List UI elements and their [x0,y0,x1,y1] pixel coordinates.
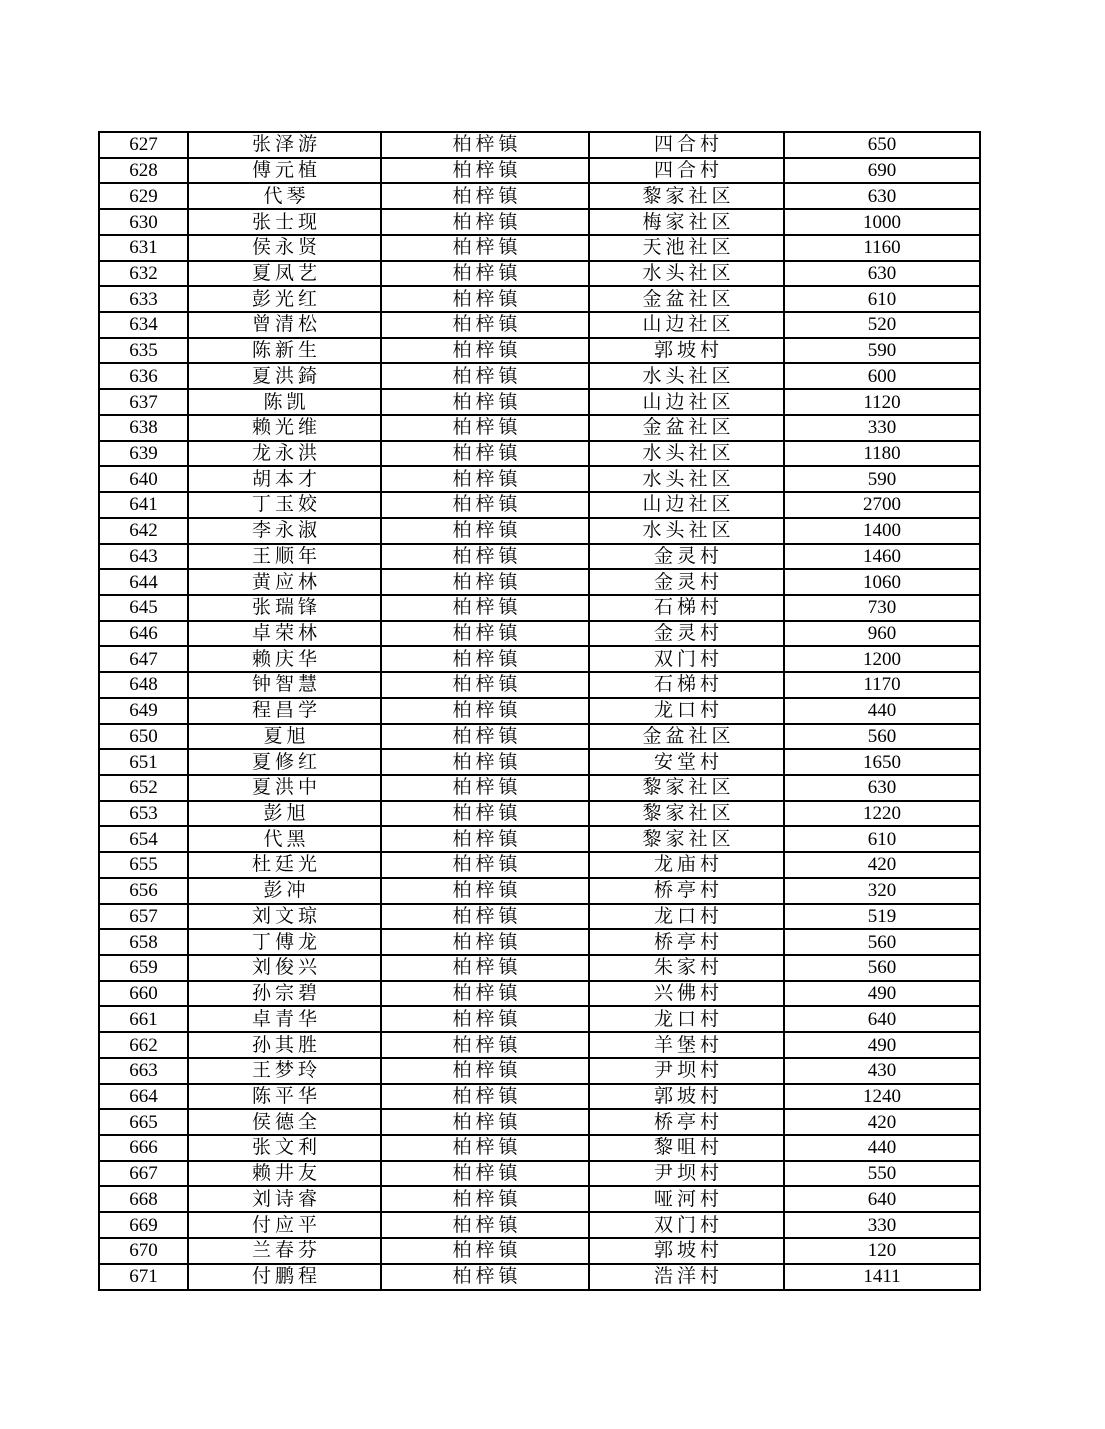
table-row [99,775,980,801]
cell-person-name: 钟智慧 [188,672,381,698]
cell-person-name: 陈新生 [188,338,381,364]
cell-amount-value: 630 [784,261,980,287]
cell-person-name: 代黑 [188,826,381,852]
cell-person-name: 付应平 [188,1212,381,1238]
cell-person-name: 傅元植 [188,158,381,184]
table-row [99,389,980,415]
table-row [99,235,980,261]
cell-town-name: 柏梓镇 [381,183,589,209]
cell-village-name: 山边社区 [589,492,784,518]
cell-amount-value: 550 [784,1161,980,1187]
cell-town-name: 柏梓镇 [381,801,589,827]
table-row [99,826,980,852]
cell-village-name: 黎家社区 [589,183,784,209]
cell-village-name: 石梯村 [589,595,784,621]
cell-person-name: 刘俊兴 [188,955,381,981]
table-row [99,1212,980,1238]
cell-serial-number: 640 [99,466,188,492]
cell-serial-number: 628 [99,158,188,184]
table-row [99,209,980,235]
cell-person-name: 王梦玲 [188,1058,381,1084]
table-row [99,1186,980,1212]
cell-village-name: 四合村 [589,158,784,184]
cell-town-name: 柏梓镇 [381,235,589,261]
table-row [99,981,980,1007]
cell-person-name: 陈平华 [188,1084,381,1110]
cell-person-name: 黄应林 [188,569,381,595]
cell-town-name: 柏梓镇 [381,1006,589,1032]
cell-serial-number: 639 [99,441,188,467]
cell-serial-number: 636 [99,363,188,389]
cell-serial-number: 633 [99,286,188,312]
table-row [99,569,980,595]
cell-town-name: 柏梓镇 [381,209,589,235]
table-row [99,441,980,467]
cell-village-name: 桥亭村 [589,929,784,955]
cell-village-name: 郭坡村 [589,338,784,364]
cell-village-name: 兴佛村 [589,981,784,1007]
cell-amount-value: 690 [784,158,980,184]
cell-village-name: 水头社区 [589,466,784,492]
cell-person-name: 彭光红 [188,286,381,312]
cell-amount-value: 1180 [784,441,980,467]
cell-village-name: 龙口村 [589,904,784,930]
cell-town-name: 柏梓镇 [381,878,589,904]
table-row [99,492,980,518]
cell-village-name: 水头社区 [589,261,784,287]
cell-amount-value: 1220 [784,801,980,827]
cell-serial-number: 635 [99,338,188,364]
cell-serial-number: 631 [99,235,188,261]
cell-person-name: 曾清松 [188,312,381,338]
cell-person-name: 陈凯 [188,389,381,415]
cell-amount-value: 610 [784,286,980,312]
table-row [99,1084,980,1110]
table-row [99,363,980,389]
cell-serial-number: 644 [99,569,188,595]
cell-village-name: 桥亭村 [589,1109,784,1135]
cell-amount-value: 1460 [784,544,980,570]
cell-person-name: 丁玉姣 [188,492,381,518]
cell-town-name: 柏梓镇 [381,544,589,570]
cell-town-name: 柏梓镇 [381,698,589,724]
cell-serial-number: 642 [99,518,188,544]
cell-amount-value: 1200 [784,646,980,672]
table-row [99,724,980,750]
table-row [99,544,980,570]
cell-person-name: 张泽游 [188,132,381,158]
cell-serial-number: 664 [99,1084,188,1110]
cell-village-name: 郭坡村 [589,1238,784,1264]
cell-person-name: 胡本才 [188,466,381,492]
cell-town-name: 柏梓镇 [381,1161,589,1187]
cell-serial-number: 656 [99,878,188,904]
cell-serial-number: 658 [99,929,188,955]
table-row [99,698,980,724]
cell-amount-value: 330 [784,415,980,441]
cell-serial-number: 638 [99,415,188,441]
cell-town-name: 柏梓镇 [381,1084,589,1110]
cell-person-name: 赖井友 [188,1161,381,1187]
cell-serial-number: 669 [99,1212,188,1238]
cell-serial-number: 667 [99,1161,188,1187]
cell-village-name: 水头社区 [589,441,784,467]
table-row [99,749,980,775]
table-row [99,1238,980,1264]
cell-amount-value: 490 [784,1032,980,1058]
cell-person-name: 彭冲 [188,878,381,904]
cell-serial-number: 666 [99,1135,188,1161]
cell-amount-value: 960 [784,621,980,647]
cell-amount-value: 440 [784,698,980,724]
cell-village-name: 金盆社区 [589,415,784,441]
cell-town-name: 柏梓镇 [381,749,589,775]
cell-amount-value: 1000 [784,209,980,235]
cell-amount-value: 650 [784,132,980,158]
cell-serial-number: 663 [99,1058,188,1084]
cell-person-name: 赖光维 [188,415,381,441]
cell-village-name: 龙口村 [589,698,784,724]
cell-amount-value: 560 [784,929,980,955]
cell-town-name: 柏梓镇 [381,1186,589,1212]
table-row [99,158,980,184]
cell-amount-value: 640 [784,1186,980,1212]
roster-table-body [99,132,980,1290]
cell-person-name: 夏洪錡 [188,363,381,389]
cell-serial-number: 668 [99,1186,188,1212]
cell-amount-value: 519 [784,904,980,930]
cell-amount-value: 120 [784,1238,980,1264]
cell-village-name: 安堂村 [589,749,784,775]
cell-amount-value: 420 [784,852,980,878]
cell-town-name: 柏梓镇 [381,826,589,852]
cell-village-name: 黎家社区 [589,801,784,827]
cell-amount-value: 1060 [784,569,980,595]
cell-person-name: 彭旭 [188,801,381,827]
table-row [99,929,980,955]
cell-amount-value: 630 [784,183,980,209]
table-row [99,1058,980,1084]
cell-village-name: 桥亭村 [589,878,784,904]
cell-village-name: 水头社区 [589,518,784,544]
cell-serial-number: 634 [99,312,188,338]
table-row [99,1135,980,1161]
cell-village-name: 金灵村 [589,569,784,595]
cell-person-name: 张瑞锋 [188,595,381,621]
cell-town-name: 柏梓镇 [381,955,589,981]
table-row [99,672,980,698]
cell-amount-value: 1240 [784,1084,980,1110]
cell-serial-number: 655 [99,852,188,878]
cell-serial-number: 630 [99,209,188,235]
cell-serial-number: 645 [99,595,188,621]
cell-town-name: 柏梓镇 [381,981,589,1007]
cell-person-name: 卓青华 [188,1006,381,1032]
cell-serial-number: 670 [99,1238,188,1264]
cell-person-name: 王顺年 [188,544,381,570]
cell-town-name: 柏梓镇 [381,1264,589,1290]
cell-town-name: 柏梓镇 [381,1212,589,1238]
cell-amount-value: 590 [784,466,980,492]
cell-serial-number: 671 [99,1264,188,1290]
table-row [99,852,980,878]
cell-town-name: 柏梓镇 [381,492,589,518]
roster-table [98,131,981,1291]
cell-amount-value: 560 [784,955,980,981]
cell-serial-number: 641 [99,492,188,518]
table-row [99,1109,980,1135]
cell-town-name: 柏梓镇 [381,1238,589,1264]
cell-amount-value: 630 [784,775,980,801]
cell-serial-number: 627 [99,132,188,158]
cell-village-name: 金盆社区 [589,724,784,750]
cell-serial-number: 648 [99,672,188,698]
cell-person-name: 丁傅龙 [188,929,381,955]
cell-village-name: 黎咀村 [589,1135,784,1161]
table-row [99,955,980,981]
cell-person-name: 刘文琼 [188,904,381,930]
cell-serial-number: 647 [99,646,188,672]
table-row [99,312,980,338]
cell-person-name: 李永淑 [188,518,381,544]
cell-person-name: 兰春芬 [188,1238,381,1264]
cell-person-name: 杜廷光 [188,852,381,878]
cell-person-name: 侯永贤 [188,235,381,261]
cell-amount-value: 2700 [784,492,980,518]
cell-town-name: 柏梓镇 [381,595,589,621]
cell-serial-number: 662 [99,1032,188,1058]
cell-serial-number: 649 [99,698,188,724]
cell-village-name: 郭坡村 [589,1084,784,1110]
cell-village-name: 金盆社区 [589,286,784,312]
table-row [99,1264,980,1290]
cell-town-name: 柏梓镇 [381,261,589,287]
table-row [99,878,980,904]
cell-village-name: 天池社区 [589,235,784,261]
cell-town-name: 柏梓镇 [381,338,589,364]
cell-person-name: 孙其胜 [188,1032,381,1058]
cell-person-name: 夏洪中 [188,775,381,801]
cell-serial-number: 652 [99,775,188,801]
cell-town-name: 柏梓镇 [381,466,589,492]
cell-amount-value: 730 [784,595,980,621]
cell-serial-number: 651 [99,749,188,775]
cell-serial-number: 661 [99,1006,188,1032]
cell-amount-value: 490 [784,981,980,1007]
cell-town-name: 柏梓镇 [381,441,589,467]
table-row [99,338,980,364]
cell-town-name: 柏梓镇 [381,904,589,930]
cell-serial-number: 653 [99,801,188,827]
table-row [99,518,980,544]
cell-person-name: 程昌学 [188,698,381,724]
cell-village-name: 双门村 [589,646,784,672]
cell-village-name: 哑河村 [589,1186,784,1212]
cell-amount-value: 320 [784,878,980,904]
cell-town-name: 柏梓镇 [381,569,589,595]
cell-person-name: 刘诗睿 [188,1186,381,1212]
cell-village-name: 龙庙村 [589,852,784,878]
cell-person-name: 龙永洪 [188,441,381,467]
cell-village-name: 黎家社区 [589,826,784,852]
table-row [99,1006,980,1032]
cell-person-name: 孙宗碧 [188,981,381,1007]
cell-serial-number: 654 [99,826,188,852]
cell-town-name: 柏梓镇 [381,415,589,441]
table-row [99,904,980,930]
cell-village-name: 龙口村 [589,1006,784,1032]
cell-village-name: 尹坝村 [589,1161,784,1187]
cell-serial-number: 650 [99,724,188,750]
cell-town-name: 柏梓镇 [381,518,589,544]
cell-person-name: 付鹏程 [188,1264,381,1290]
cell-town-name: 柏梓镇 [381,1032,589,1058]
cell-village-name: 双门村 [589,1212,784,1238]
cell-village-name: 金灵村 [589,621,784,647]
cell-amount-value: 1170 [784,672,980,698]
table-row [99,466,980,492]
cell-town-name: 柏梓镇 [381,1058,589,1084]
cell-town-name: 柏梓镇 [381,312,589,338]
cell-serial-number: 629 [99,183,188,209]
table-row [99,132,980,158]
cell-serial-number: 665 [99,1109,188,1135]
cell-person-name: 赖庆华 [188,646,381,672]
table-row [99,595,980,621]
cell-village-name: 山边社区 [589,389,784,415]
table-row [99,415,980,441]
cell-person-name: 侯德全 [188,1109,381,1135]
cell-village-name: 尹坝村 [589,1058,784,1084]
cell-amount-value: 1411 [784,1264,980,1290]
cell-village-name: 梅家社区 [589,209,784,235]
table-row [99,1032,980,1058]
cell-village-name: 黎家社区 [589,775,784,801]
cell-town-name: 柏梓镇 [381,852,589,878]
cell-serial-number: 632 [99,261,188,287]
cell-person-name: 夏凤艺 [188,261,381,287]
cell-town-name: 柏梓镇 [381,286,589,312]
table-row [99,646,980,672]
table-row [99,183,980,209]
cell-village-name: 四合村 [589,132,784,158]
cell-person-name: 卓荣林 [188,621,381,647]
cell-amount-value: 1400 [784,518,980,544]
cell-town-name: 柏梓镇 [381,929,589,955]
cell-town-name: 柏梓镇 [381,672,589,698]
cell-village-name: 浩洋村 [589,1264,784,1290]
cell-amount-value: 330 [784,1212,980,1238]
table-row [99,801,980,827]
cell-serial-number: 660 [99,981,188,1007]
cell-person-name: 张士现 [188,209,381,235]
cell-amount-value: 1650 [784,749,980,775]
cell-town-name: 柏梓镇 [381,724,589,750]
cell-village-name: 金灵村 [589,544,784,570]
table-row [99,621,980,647]
table-row [99,261,980,287]
cell-town-name: 柏梓镇 [381,775,589,801]
cell-amount-value: 610 [784,826,980,852]
cell-serial-number: 659 [99,955,188,981]
cell-town-name: 柏梓镇 [381,389,589,415]
cell-serial-number: 657 [99,904,188,930]
cell-person-name: 夏旭 [188,724,381,750]
cell-serial-number: 643 [99,544,188,570]
cell-town-name: 柏梓镇 [381,646,589,672]
cell-amount-value: 590 [784,338,980,364]
cell-person-name: 张文利 [188,1135,381,1161]
cell-amount-value: 440 [784,1135,980,1161]
cell-village-name: 石梯村 [589,672,784,698]
cell-serial-number: 646 [99,621,188,647]
cell-amount-value: 600 [784,363,980,389]
cell-village-name: 羊堡村 [589,1032,784,1058]
cell-amount-value: 560 [784,724,980,750]
table-row [99,1161,980,1187]
cell-serial-number: 637 [99,389,188,415]
cell-village-name: 朱家村 [589,955,784,981]
cell-town-name: 柏梓镇 [381,363,589,389]
cell-town-name: 柏梓镇 [381,158,589,184]
cell-town-name: 柏梓镇 [381,621,589,647]
cell-amount-value: 640 [784,1006,980,1032]
cell-amount-value: 1120 [784,389,980,415]
cell-village-name: 山边社区 [589,312,784,338]
cell-town-name: 柏梓镇 [381,1135,589,1161]
cell-town-name: 柏梓镇 [381,1109,589,1135]
cell-amount-value: 430 [784,1058,980,1084]
cell-village-name: 水头社区 [589,363,784,389]
cell-person-name: 代琴 [188,183,381,209]
cell-amount-value: 520 [784,312,980,338]
cell-amount-value: 420 [784,1109,980,1135]
cell-person-name: 夏修红 [188,749,381,775]
cell-amount-value: 1160 [784,235,980,261]
cell-town-name: 柏梓镇 [381,132,589,158]
table-row [99,286,980,312]
